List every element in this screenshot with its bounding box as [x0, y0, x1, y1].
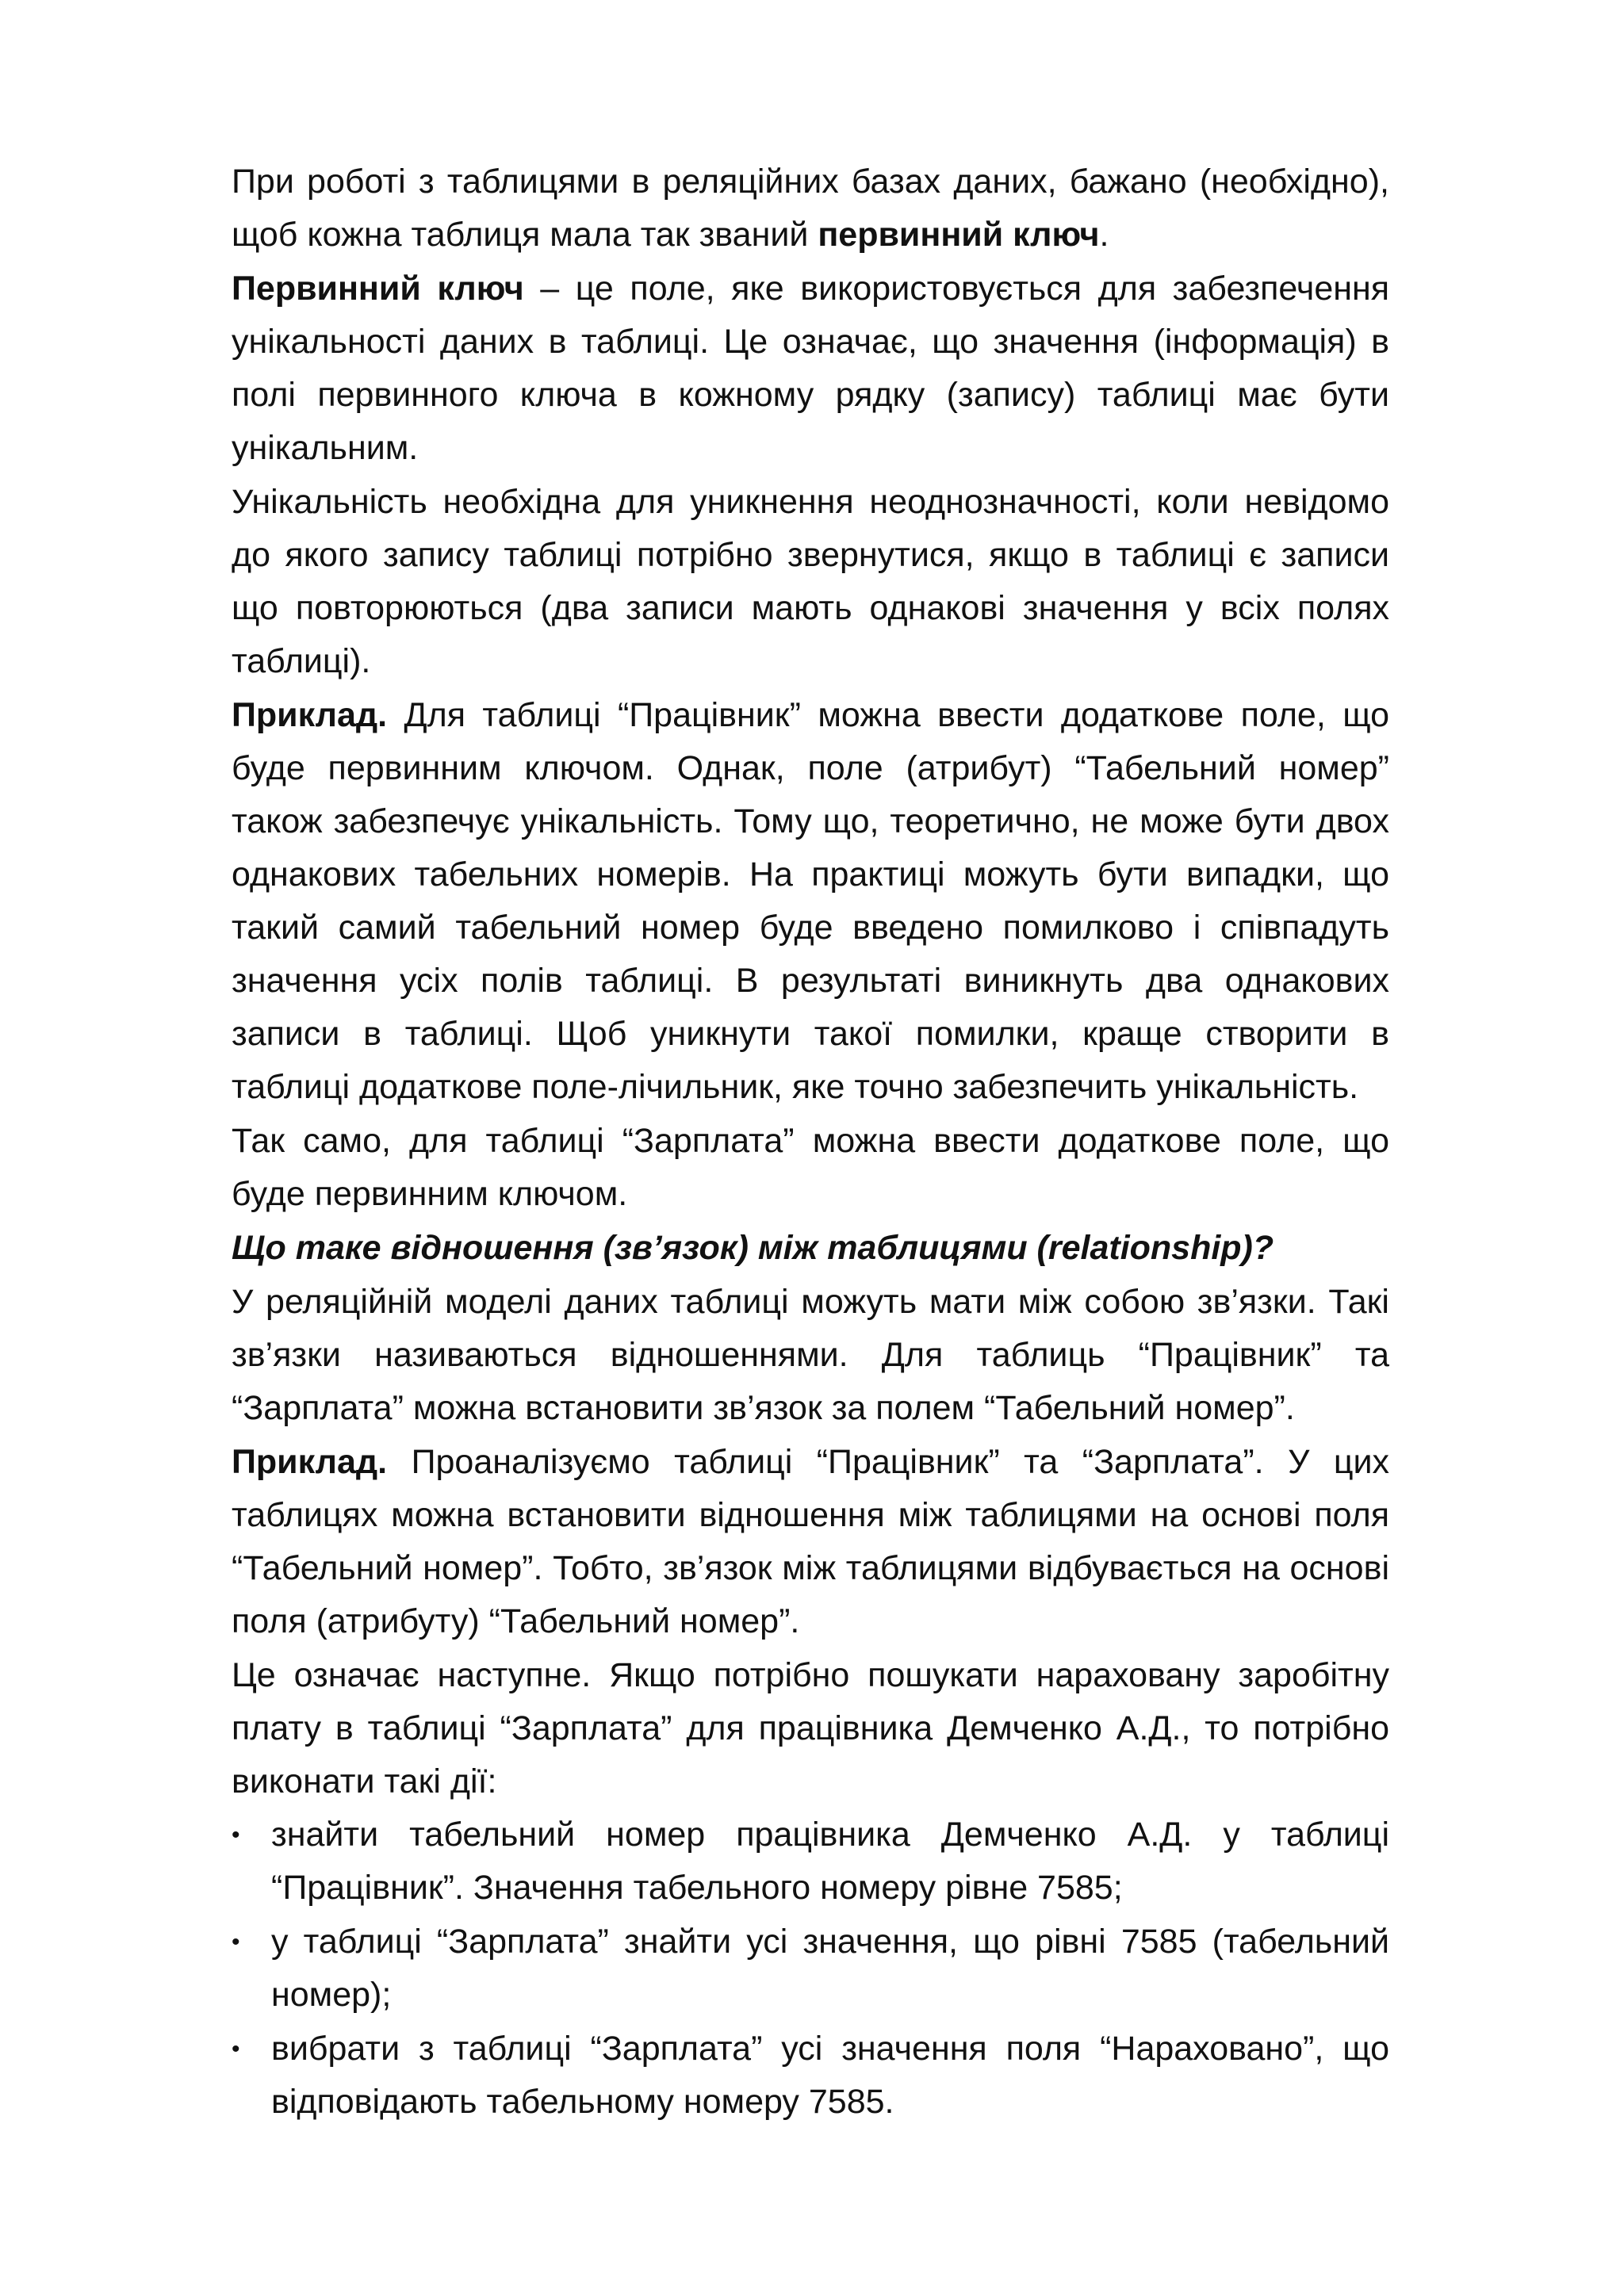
paragraph-intro-end: . — [1099, 216, 1109, 254]
paragraph-definition — [232, 262, 1389, 475]
definition-term: Первинний ключ — [232, 270, 524, 308]
list-item-text: вибрати з таблиці “Зарплата” усі значення поля “Нараховано”, що відповідають табельному номеру 7585. — [271, 2030, 1389, 2121]
example-1-label: Приклад. — [232, 696, 388, 734]
bullet-icon: • — [232, 2036, 240, 2062]
paragraph-example-2 — [232, 1436, 1389, 1648]
paragraph-intro — [232, 155, 1389, 262]
paragraph-steps-intro — [232, 1649, 1389, 1808]
paragraph-example-1 — [232, 689, 1389, 1114]
paragraph-intro-text: При роботі з таблицями в реляційних базах даних, бажано (необхідно), щоб кожна таблиця мала так званий — [232, 163, 1389, 254]
list-item — [232, 1808, 1389, 1915]
paragraph-salary-table — [232, 1115, 1389, 1221]
example-1-text: Для таблиці “Працівник” можна ввести додаткове поле, що буде первинним ключом. Однак, поле (атрибут) “Табельний номер” також забезпечує унікальність. Тому що, теоретично, не може бути двох однакових табельних номерів. На практиці можуть бути випадки, що такий самий табельний номер буде введено помилково і співпадуть значення усіх полів таблиці. В результаті виникнуть два однакових записи в таблиці. Щоб уникнути такої помилки, краще створити в таблиці додаткове поле-лічильник, яке точно забезпечить унікальність. — [232, 696, 1389, 1106]
paragraph-relations — [232, 1276, 1389, 1435]
definition-text: – це поле, яке використовується для забезпечення унікальності даних в таблиці. Це означає, що значення (інформація) в полі первинного ключа в кожному рядку (запису) таблиці має бути унікальним. — [232, 270, 1390, 467]
bullet-icon: • — [232, 1929, 240, 1955]
list-item — [232, 2022, 1389, 2129]
steps-list — [232, 1808, 1389, 2129]
section-heading: Що таке відношення (зв’язок) між таблицями (relationship)? — [232, 1229, 1274, 1267]
uniqueness-text: Унікальність необхідна для уникнення неоднозначності, коли невідомо до якого запису таблиці потрібно звернутися, якщо в таблиці є записи що повторюються (два записи мають однакові значення у всіх полях таблиці). — [232, 483, 1389, 680]
relations-text: У реляційній моделі даних таблиці можуть мати між собою зв’язки. Такі зв’язки називаються відношеннями. Для таблиць “Працівник” та “Зарплата” можна встановити зв’язок за полем “Табельний номер”. — [232, 1283, 1389, 1427]
list-item-text: у таблиці “Зарплата” знайти усі значення, що рівні 7585 (табельний номер); — [271, 1923, 1389, 2014]
example-2-label: Приклад. — [232, 1443, 388, 1481]
list-item — [232, 1915, 1389, 2022]
bullet-icon: • — [232, 1822, 240, 1848]
example-2-text: Проаналізуємо таблиці “Працівник” та “Зарплата”. У цих таблицях можна встановити відношення між таблицями на основі поля “Табельний номер”. Тобто, зв’язок між таблицями відбувається на основі поля (атрибуту) “Табельний номер”. — [232, 1443, 1389, 1640]
salary-table-text: Так само, для таблиці “Зарплата” можна ввести додаткове поле, що буде первинним ключом. — [232, 1122, 1389, 1213]
steps-intro-text: Це означає наступне. Якщо потрібно пошукати нараховану заробітну плату в таблиці “Зарплата” для працівника Демченко А.Д., то потрібно виконати такі дії: — [232, 1656, 1389, 1800]
term-primary-key: первинний ключ — [818, 216, 1100, 254]
list-item-text: знайти табельний номер працівника Демченко А.Д. у таблиці “Працівник”. Значення табельного номеру рівне 7585; — [271, 1816, 1389, 1907]
document-page — [232, 155, 1389, 2129]
paragraph-uniqueness — [232, 476, 1389, 688]
